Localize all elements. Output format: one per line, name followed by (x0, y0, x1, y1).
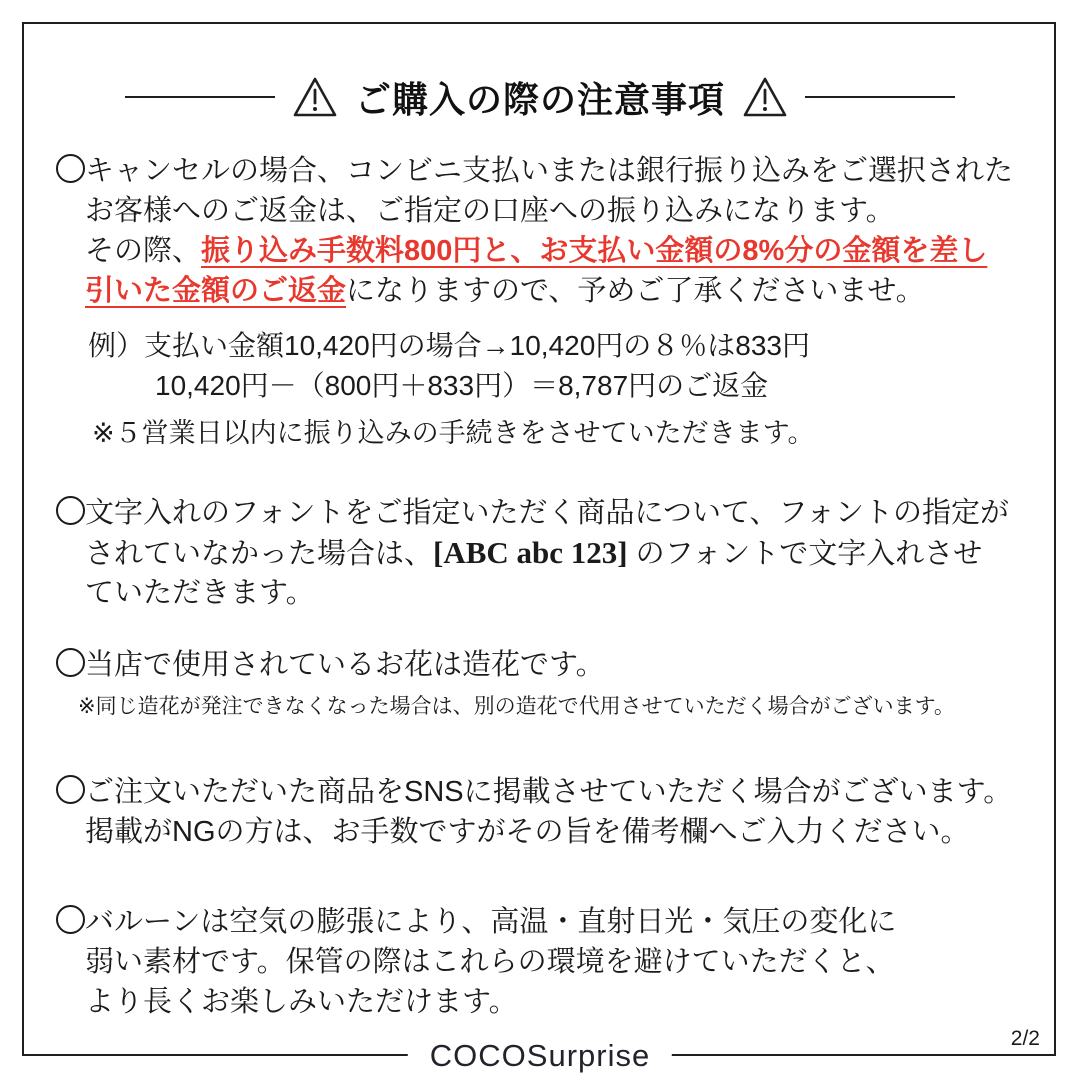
notice-text: より長くお楽しみいただけます。 (85, 986, 518, 1018)
notice-line (56, 902, 896, 942)
brand-name: COCOSurprise (408, 1036, 672, 1076)
notice-text: 文字入れのフォントをご指定いただく商品について、フォントの指定が (85, 497, 1009, 529)
example-line: 例）支払い金額10,420円の場合→10,420円の８％は833円 (88, 330, 811, 361)
notice-text: されていなかった場合は、 (85, 538, 434, 570)
notice-line (56, 772, 1012, 812)
transfer-timing-note: ※５営業日以内に振り込みの手続きをさせていただきます。 (92, 418, 815, 448)
notice-line (56, 231, 1013, 271)
refund-fee-highlight: 引いた金額のご返金 (85, 275, 347, 307)
page-title: ご購入の際の注意事項 (354, 78, 725, 120)
notice-text: 掲載がNGの方は、お手数ですがその旨を備考欄へご入力ください。 (85, 816, 970, 848)
refund-example (88, 326, 810, 406)
notice-text: ていただきます。 (85, 577, 315, 609)
notice-font-selection (56, 493, 1009, 613)
warning-triangle-icon (292, 76, 338, 118)
notice-text: バルーンは空気の膨張により、高温・直射日光・気圧の変化に (85, 906, 897, 938)
flower-substitution-note: ※同じ造花が発注できなくなった場合は、別の造花で代用させていただく場合がございます。 (78, 695, 955, 718)
notice-line (56, 533, 1009, 573)
default-font-sample: [ABC abc 123] (433, 535, 628, 570)
circle-bullet-icon (56, 905, 85, 934)
notice-line (56, 271, 1013, 311)
example-line: 10,420円－（800円＋833円）＝8,787円のご返金 (155, 370, 769, 401)
notice-text: になりますので、予めご了承くださいませ。 (346, 275, 925, 307)
notice-line (56, 151, 1013, 191)
page-number: 2/2 (1010, 1027, 1040, 1050)
circle-bullet-icon (56, 775, 85, 804)
page-title-row (0, 74, 1080, 120)
notice-text: ご注文いただいた商品をSNSに掲載させていただく場合がございます。 (85, 776, 1013, 808)
circle-bullet-icon (56, 496, 85, 525)
notice-text: キャンセルの場合、コンビニ支払いまたは銀行振り込みをご選択された (85, 155, 1014, 187)
notice-line (56, 982, 896, 1022)
circle-bullet-icon (56, 648, 85, 677)
notice-line (56, 645, 605, 685)
notice-line (56, 191, 1013, 231)
warning-triangle-icon (742, 76, 788, 118)
refund-fee-highlight: 振り込み手数料800円と、お支払い金額の8%分の金額を差し (201, 235, 988, 267)
notice-line (56, 573, 1009, 613)
notice-balloon-care (56, 902, 896, 1022)
notice-cancellation-refund (56, 151, 1013, 311)
notice-sns-posting (56, 772, 1012, 852)
title-divider-right (805, 96, 955, 98)
notice-line (56, 493, 1009, 533)
notice-line (56, 812, 1012, 852)
notice-text: 当店で使用されているお花は造花です。 (85, 649, 605, 681)
circle-bullet-icon (56, 154, 85, 183)
notice-text: お客様へのご返金は、ご指定の口座への振り込みになります。 (85, 195, 895, 227)
notice-artificial-flowers (56, 645, 605, 685)
notice-text: 弱い素材です。保管の際はこれらの環境を避けていただくと、 (85, 946, 895, 978)
title-divider-left (125, 96, 275, 98)
notice-line (56, 942, 896, 982)
notice-text: のフォントで文字入れさせ (627, 538, 983, 570)
notice-text: その際、 (85, 235, 202, 267)
